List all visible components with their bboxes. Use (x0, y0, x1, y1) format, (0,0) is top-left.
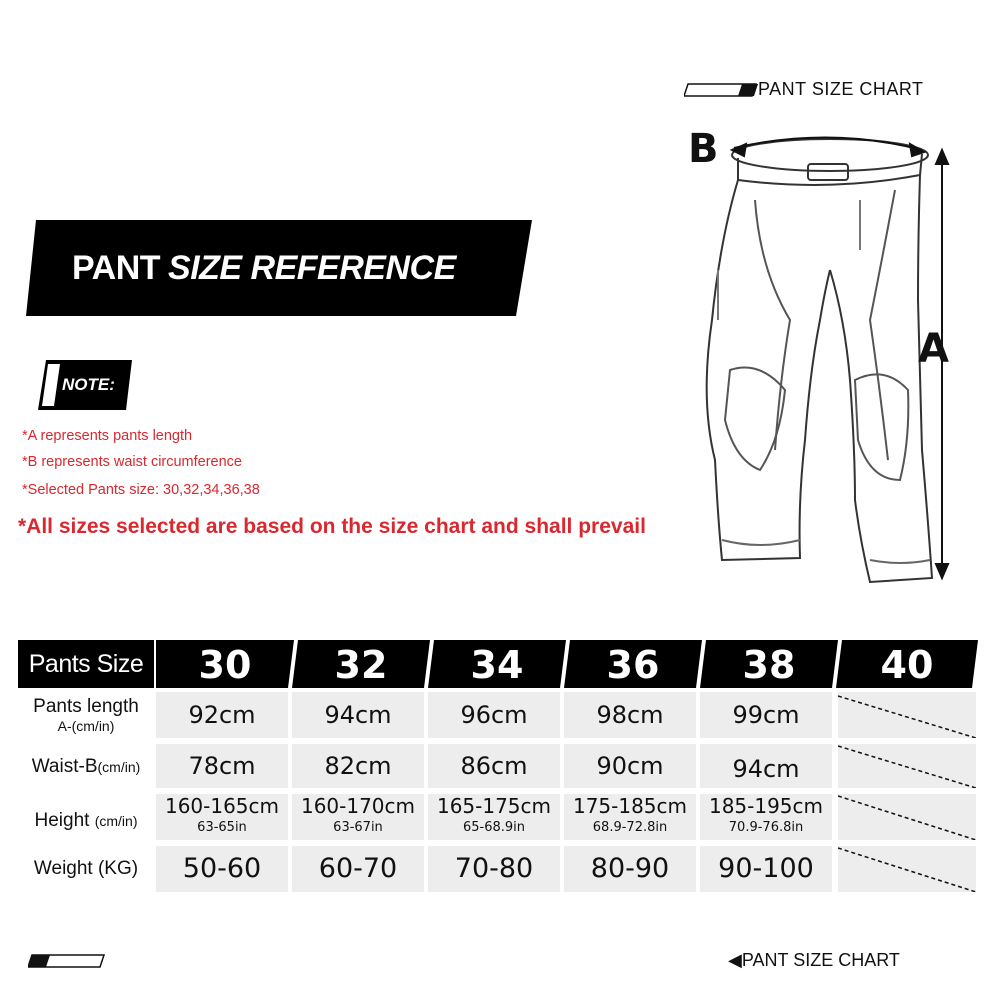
size-header-38: 38 (700, 640, 838, 688)
note-badge (38, 360, 132, 410)
row-label-pants-length: Pants length A-(cm/in) (33, 696, 139, 734)
cell-height-36: 175-185cm 68.9-72.8in (564, 794, 696, 840)
cell-waist-38: 94cm (700, 744, 832, 788)
cell-length-38: 99cm (700, 692, 832, 738)
label-b: B (688, 126, 719, 172)
size-header-30: 30 (156, 640, 294, 688)
bottom-chart-label (728, 950, 900, 971)
row-label-height: Height (cm/in) (34, 810, 138, 831)
stripe-icon (684, 83, 754, 95)
size-header-34: 34 (428, 640, 566, 688)
size-header-32: 32 (292, 640, 430, 688)
size-header-40: 40 (836, 640, 978, 688)
cell-weight-38: 90-100 (700, 846, 832, 892)
bottom-title: PANT SIZE CHART (741, 950, 900, 970)
label-a: A (918, 326, 949, 372)
banner-word-size-reference: SIZE REFERENCE (168, 249, 456, 287)
cell-weight-40 (838, 846, 976, 892)
pants-diagram-illustration (660, 120, 960, 600)
top-title: PANT SIZE CHART (758, 78, 924, 99)
row-label-waist: Waist-B(cm/in) (31, 756, 141, 777)
note-line-b: *B represents waist circumference (22, 454, 242, 470)
left-arrow-icon: ◀ (728, 950, 742, 970)
cell-waist-30: 78cm (156, 744, 288, 788)
row-label-weight: Weight (KG) (33, 858, 139, 879)
table-corner-label: Pants Size (18, 640, 154, 688)
cell-weight-34: 70-80 (428, 846, 560, 892)
size-table (18, 640, 978, 895)
bottom-stripe-icon (28, 954, 106, 973)
note-line-sizes: *Selected Pants size: 30,32,34,36,38 (22, 482, 260, 498)
cell-height-38: 185-195cm 70.9-76.8in (700, 794, 832, 840)
size-reference-banner (26, 220, 532, 316)
banner-word-pant: PANT (72, 249, 161, 287)
cell-length-34: 96cm (428, 692, 560, 738)
cell-length-30: 92cm (156, 692, 288, 738)
cell-weight-32: 60-70 (292, 846, 424, 892)
cell-length-36: 98cm (564, 692, 696, 738)
cell-waist-40 (838, 744, 976, 788)
cell-waist-34: 86cm (428, 744, 560, 788)
cell-length-40 (838, 692, 976, 738)
cell-weight-30: 50-60 (156, 846, 288, 892)
note-badge-text: NOTE: (62, 375, 115, 394)
size-header-36: 36 (564, 640, 702, 688)
emphasis-note: *All sizes selected are based on the size chart and shall prevail (18, 515, 646, 538)
cell-length-32: 94cm (292, 692, 424, 738)
cell-height-34: 165-175cm 65-68.9in (428, 794, 560, 840)
cell-height-40 (838, 794, 976, 840)
cell-weight-36: 80-90 (564, 846, 696, 892)
cell-waist-36: 90cm (564, 744, 696, 788)
note-line-a: *A represents pants length (22, 428, 193, 444)
top-chart-label (684, 78, 924, 100)
cell-height-32: 160-170cm 63-67in (292, 794, 424, 840)
cell-height-30: 160-165cm 63-65in (156, 794, 288, 840)
cell-waist-32: 82cm (292, 744, 424, 788)
